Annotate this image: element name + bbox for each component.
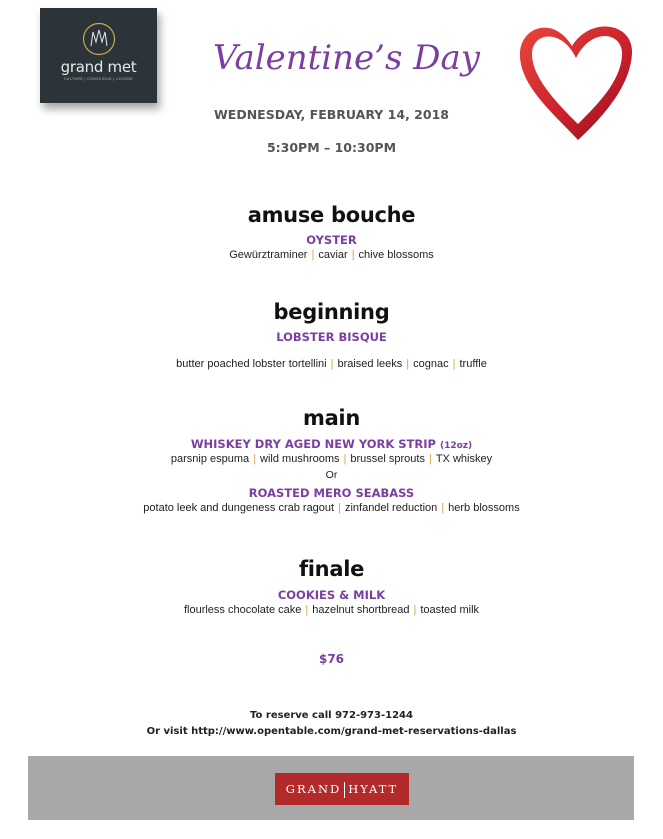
separator: | [413, 604, 417, 616]
section-main [0, 406, 663, 514]
desc-item: wild mushrooms [260, 453, 340, 465]
reserve-link[interactable]: Or visit http://www.opentable.com/grand-met-reservations-dallas [146, 726, 517, 737]
desc-item: butter poached lobster tortellini [176, 358, 327, 370]
desc-item: Gewürztraminer [229, 249, 308, 261]
hyatt-right: HYATT [348, 782, 399, 796]
dish-description [0, 453, 663, 465]
grand-hyatt-logo [275, 773, 409, 805]
logo-brand-text: grand met [60, 58, 137, 76]
separator: | [343, 453, 347, 465]
dish-title: WHISKEY DRY AGED NEW YORK STRIP [190, 437, 436, 451]
dish-name: LOBSTER BISQUE [276, 330, 387, 344]
desc-item: zinfandel reduction [344, 502, 438, 514]
separator: | [428, 453, 432, 465]
desc-item: brussel sprouts [350, 453, 425, 465]
desc-item: hazelnut shortbread [312, 604, 410, 616]
section-beginning [0, 300, 663, 370]
dish-name: ROASTED MERO SEABASS [248, 486, 415, 500]
section-finale [0, 557, 663, 616]
dish-description [0, 502, 663, 514]
menu-price: $76 [318, 652, 345, 666]
desc-item: chive blossoms [358, 249, 434, 261]
footer-banner [28, 756, 634, 820]
separator: | [452, 358, 456, 370]
dish-description [0, 604, 663, 616]
event-time: 5:30PM – 10:30PM [266, 140, 397, 155]
desc-item: parsnip espuma [170, 453, 250, 465]
hyatt-left: GRAND [285, 782, 342, 796]
desc-item: toasted milk [420, 604, 480, 616]
event-date: WEDNESDAY, FEBRUARY 14, 2018 [214, 107, 449, 122]
separator: | [441, 502, 445, 514]
hyatt-divider [344, 782, 345, 798]
logo-tagline: CULTURE | CONSCIOUS | CUISINE [64, 77, 133, 81]
dish-description [0, 249, 663, 261]
heart-icon [512, 12, 642, 147]
dish-size: (12oz) [439, 441, 473, 451]
page-title: Valentine’s Day [213, 38, 480, 78]
or-divider: Or [325, 469, 338, 481]
desc-item: TX whiskey [435, 453, 493, 465]
desc-item: cognac [413, 358, 449, 370]
section-heading: finale [298, 557, 365, 581]
separator: | [406, 358, 410, 370]
dish-name: OYSTER [306, 233, 357, 247]
desc-item: truffle [459, 358, 487, 370]
reservation-info [0, 708, 663, 740]
desc-item: braised leeks [337, 358, 403, 370]
separator: | [253, 453, 257, 465]
desc-item: potato leek and dungeness crab ragout [143, 502, 335, 514]
separator: | [351, 249, 355, 261]
dish-name [0, 437, 663, 451]
desc-item: herb blossoms [448, 502, 520, 514]
reserve-call: To reserve call 972-973-1244 [250, 710, 413, 721]
separator: | [311, 249, 315, 261]
dish-name: COOKIES & MILK [277, 588, 386, 602]
section-heading: amuse bouche [247, 203, 416, 227]
section-heading: beginning [273, 300, 390, 324]
desc-item: flourless chocolate cake [183, 604, 302, 616]
section-amuse-bouche [0, 203, 663, 261]
separator: | [338, 502, 341, 514]
desc-item: caviar [318, 249, 348, 261]
section-heading: main [302, 406, 360, 430]
dish-description [0, 358, 663, 370]
separator: | [305, 604, 309, 616]
separator: | [330, 358, 334, 370]
